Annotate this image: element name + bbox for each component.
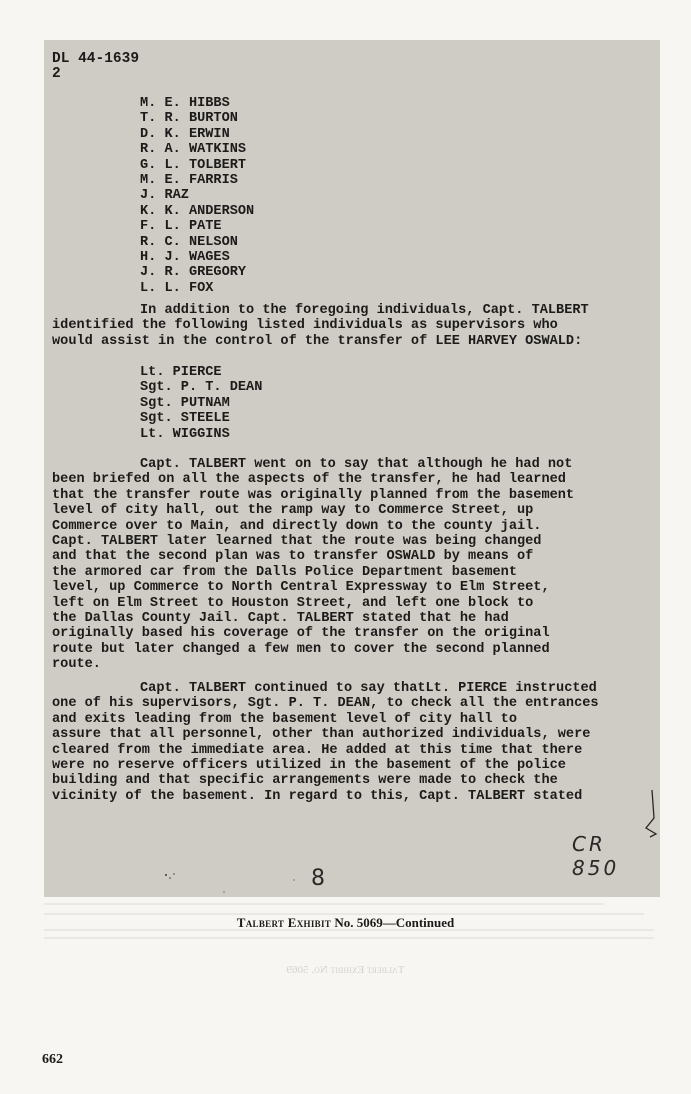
list-item: Sgt. P. T. DEAN	[140, 380, 263, 396]
text-line: and exits leading from the basement level of city hall to	[52, 711, 517, 727]
text-line: Capt. TALBERT went on to say that although he had not	[140, 457, 573, 472]
supervisor-list	[140, 365, 262, 442]
file-header	[52, 52, 139, 83]
page-number: 662	[42, 1052, 63, 1067]
scan-noise	[44, 820, 660, 897]
text-line: the armored car from the Dalls Police Department basement	[52, 564, 517, 580]
text-line: route but later changed a few men to cover the second planned	[52, 641, 550, 657]
list-item: Lt. PIERCE	[140, 365, 222, 380]
exhibit-name: Talbert Exhibit	[236, 915, 332, 930]
text-line: the Dallas County Jail. Capt. TALBERT stated that he had	[52, 611, 509, 627]
text-line: been briefed on all the aspects of the transfer, he had learned	[52, 472, 566, 488]
text-line: assure that all personnel, other than authorized individuals, were	[52, 727, 591, 743]
handwritten-cr-note: CR 850	[572, 832, 620, 880]
list-item: J. R. GREGORY	[140, 265, 247, 281]
list-item: Lt. WIGGINS	[140, 426, 230, 442]
text-line: level, up Commerce to North Central Expressway to Elm Street,	[52, 580, 550, 596]
list-item: M. E. FARRIS	[140, 173, 238, 189]
text-line: route.	[52, 657, 101, 673]
list-item: D. K. ERWIN	[140, 126, 230, 142]
exhibit-caption	[0, 915, 691, 931]
text-line: were no reserve officers utilized in the basement of the police	[52, 758, 566, 774]
text-line: originally based his coverage of the transfer on the original	[52, 626, 550, 642]
list-item: G. L. TOLBERT	[140, 157, 247, 173]
exhibit-suffix: —Continued	[382, 915, 455, 930]
text-line: level of city hall, out the ramp way to Commerce Street, up	[52, 503, 534, 519]
paragraph-basement-check	[52, 681, 599, 804]
file-number: DL 44-1639	[52, 51, 140, 67]
text-line: building and that specific arrangements were made to check the	[52, 773, 558, 789]
text-line: and that the second plan was to transfer OSWALD by means of	[52, 549, 534, 565]
text-line: Commerce over to Main, and directly down to the county jail.	[52, 518, 542, 534]
text-line: Capt. TALBERT continued to say thatLt. PIERCE instructed	[140, 681, 597, 696]
officer-list	[140, 96, 254, 296]
text-line: that the transfer route was originally planned from the basement	[52, 487, 575, 503]
document-sheet	[44, 40, 660, 897]
handwritten-mark: 8	[311, 866, 325, 891]
list-item: K. K. ANDERSON	[140, 203, 255, 219]
list-item: R. A. WATKINS	[140, 142, 247, 158]
list-item: L. L. FOX	[140, 280, 214, 296]
list-item: F. L. PATE	[140, 219, 222, 235]
list-item: Sgt. PUTNAM	[140, 395, 230, 411]
text-line: cleared from the immediate area. He added at this time that there	[52, 742, 583, 758]
text-line: left on Elm Street to Houston Street, and left one block to	[52, 595, 534, 611]
paragraph-transfer-route	[52, 457, 574, 673]
text-line: Capt. TALBERT later learned that the route was being changed	[52, 534, 542, 550]
text-line: vicinity of the basement. In regard to this, Capt. TALBERT stated	[52, 788, 583, 804]
exhibit-number: No. 5069	[334, 915, 383, 930]
list-item: T. R. BURTON	[140, 111, 238, 127]
list-item: Sgt. STEELE	[140, 411, 230, 427]
list-item: M. E. HIBBS	[140, 96, 230, 111]
page-indicator: 2	[52, 66, 61, 83]
text-line: In addition to the foregoing individuals, Capt. TALBERT	[140, 303, 589, 318]
list-item: H. J. WAGES	[140, 250, 230, 266]
text-line: one of his supervisors, Sgt. P. T. DEAN, to check all the entrances	[52, 696, 599, 712]
text-line: identified the following listed individuals as supervisors who	[52, 318, 558, 334]
bleed-through-caption: Talbert Exhibit No. 5069	[286, 964, 405, 976]
text-line: would assist in the control of the transfer of LEE HARVEY OSWALD:	[52, 333, 583, 349]
list-item: R. C. NELSON	[140, 234, 238, 250]
list-item: J. RAZ	[140, 188, 189, 204]
paragraph-supervisors-intro	[52, 303, 589, 349]
